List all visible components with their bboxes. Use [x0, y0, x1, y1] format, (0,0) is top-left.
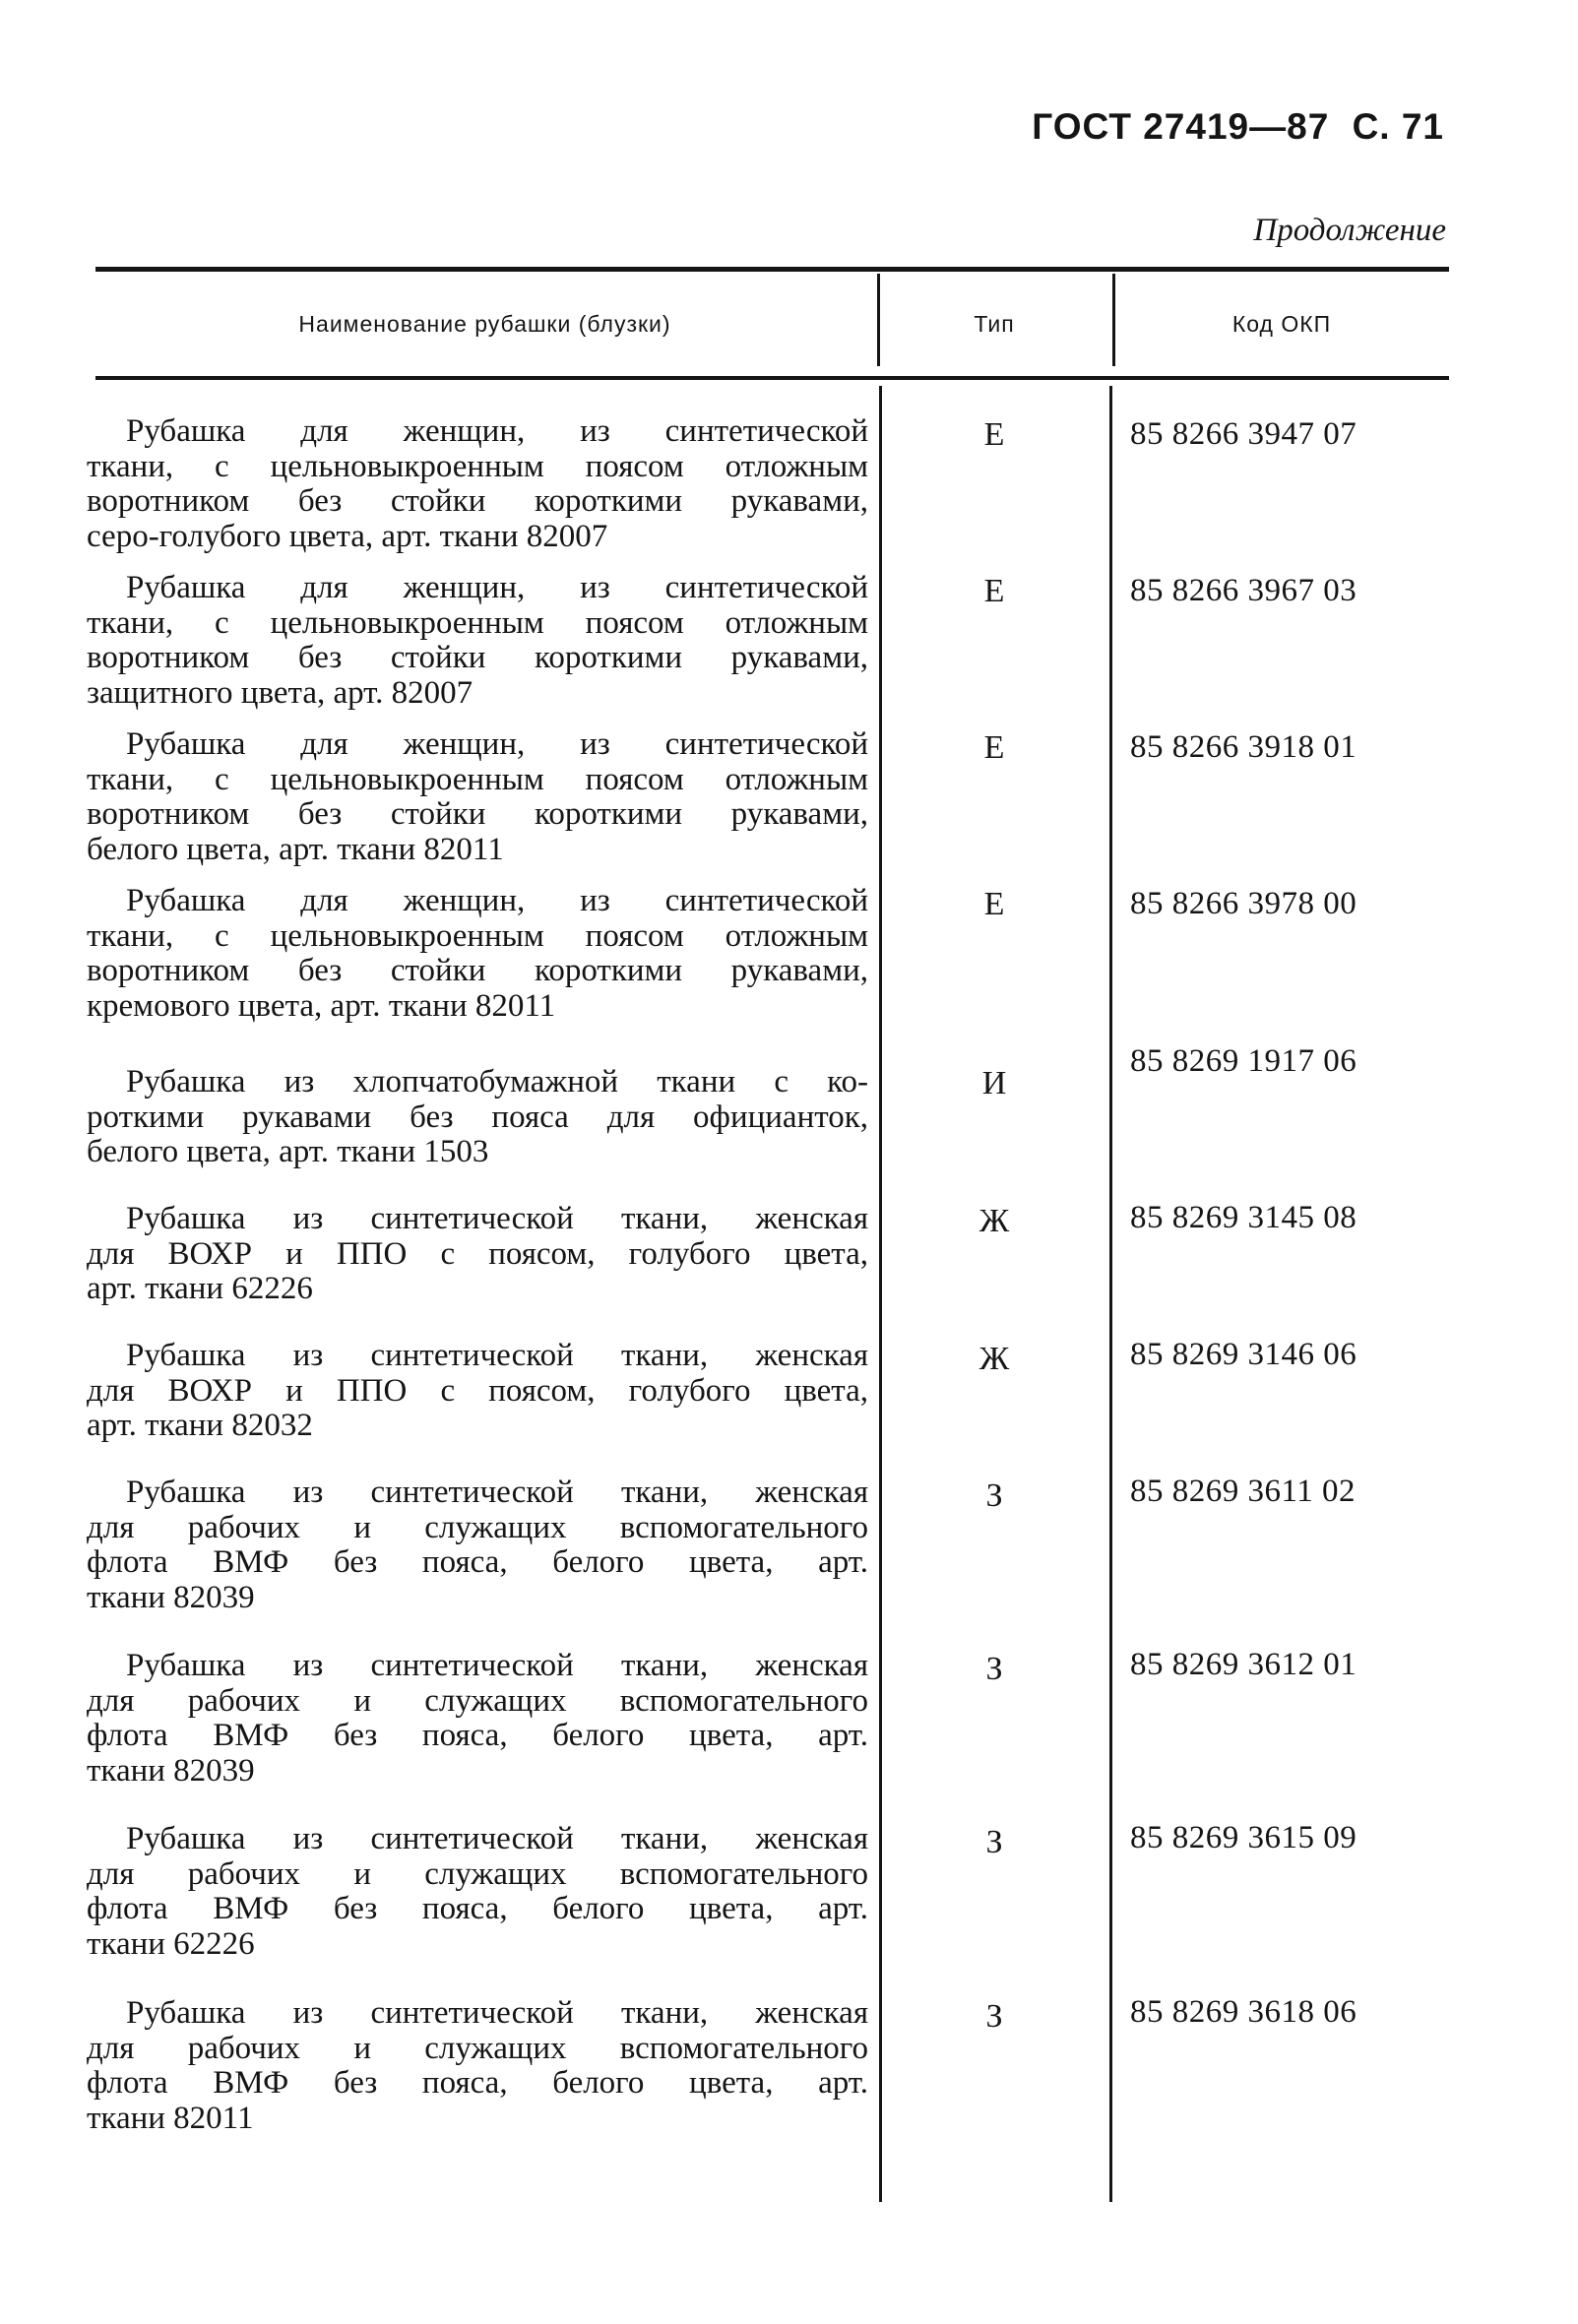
description-line: ткани, с цельновыкроенным поясом отложным	[87, 918, 868, 954]
description-line: Рубашка для женщин, из синтетической	[126, 571, 868, 605]
row-code: 85 8269 3145 08	[1130, 1200, 1357, 1235]
table-top-rule	[95, 267, 1449, 272]
description-line: серо-голубого цвета, арт. ткани 82007	[87, 519, 608, 554]
row-code: 85 8266 3947 07	[1130, 416, 1357, 452]
description-line: флота ВМФ без пояса, белого цвета, арт.	[87, 1892, 868, 1926]
standard-number: ГОСТ 27419—87	[1032, 106, 1330, 147]
description-line: Рубашка для женщин, из синтетической	[126, 727, 868, 762]
column-header-name: Наименование рубашки (блузки)	[298, 311, 671, 337]
description-line: воротником без стойки короткими рукавами,	[87, 797, 868, 832]
table-header-rule	[95, 376, 1449, 380]
row-type: З	[985, 1998, 1003, 2035]
description-line: ткани, с цельновыкроенным поясом отложным	[87, 762, 868, 797]
row-description	[87, 1996, 868, 2136]
description-line: белого цвета, арт. ткани 82011	[87, 832, 504, 867]
description-line: для рабочих и служащих вспомогательного	[87, 1856, 868, 1892]
row-description	[87, 1476, 868, 1615]
row-description	[87, 414, 868, 554]
row-code: 85 8269 3611 02	[1130, 1474, 1357, 1509]
column-divider-header	[877, 274, 880, 366]
description-line: воротником без стойки короткими рукавами,	[87, 641, 868, 675]
row-code: 85 8269 3612 01	[1130, 1647, 1357, 1682]
description-line: ткани, с цельновыкроенным поясом отложным	[87, 449, 868, 484]
row-type: Ж	[978, 1203, 1010, 1239]
column-divider	[1109, 386, 1112, 2202]
description-line: Рубашка из синтетической ткани, женская	[126, 1476, 868, 1510]
row-type: З	[985, 1477, 1003, 1514]
description-line: для рабочих и служащих вспомогательного	[87, 2031, 868, 2066]
row-type: З	[985, 1651, 1003, 1687]
description-line: воротником без стойки короткими рукавами,	[87, 954, 868, 988]
description-line: флота ВМФ без пояса, белого цвета, арт.	[87, 2066, 868, 2101]
description-line: воротником без стойки короткими рукавами,	[87, 484, 868, 519]
row-code: 85 8266 3918 01	[1130, 729, 1357, 765]
row-code: 85 8269 1917 06	[1130, 1043, 1357, 1079]
row-type: И	[981, 1065, 1007, 1101]
row-type: З	[985, 1824, 1003, 1860]
description-line: для ВОХР и ППО с поясом, голубого цвета,	[87, 1236, 868, 1272]
row-description	[87, 1065, 868, 1170]
row-description	[87, 727, 868, 867]
description-line: ткани, с цельновыкроенным поясом отложным	[87, 605, 868, 641]
description-line: Рубашка из хлопчатобумажной ткани с ко-	[126, 1065, 868, 1099]
column-header-type: Тип	[974, 311, 1015, 337]
description-line: Рубашка из синтетической ткани, женская	[126, 1649, 868, 1683]
row-code: 85 8269 3146 06	[1130, 1337, 1357, 1372]
row-code: 85 8266 3978 00	[1130, 886, 1357, 921]
description-line: ткани 82039	[87, 1753, 255, 1789]
description-line: ткани 82039	[87, 1580, 255, 1615]
continuation-label: Продолжение	[1253, 213, 1446, 248]
description-line: флота ВМФ без пояса, белого цвета, арт.	[87, 1719, 868, 1753]
row-type: Е	[983, 729, 1005, 766]
description-line: ткани 62226	[87, 1926, 255, 1962]
row-code: 85 8269 3618 06	[1130, 1994, 1357, 2030]
description-line: Рубашка из синтетической ткани, женская	[126, 1822, 868, 1856]
description-line: Рубашка из синтетической ткани, женская	[126, 1339, 868, 1373]
description-line: для рабочих и служащих вспомогательного	[87, 1510, 868, 1545]
column-header-code: Код ОКП	[1231, 311, 1332, 337]
page-header	[1020, 106, 1444, 148]
description-line: ткани 82011	[87, 2101, 254, 2136]
row-type: Е	[983, 886, 1005, 922]
description-line: для ВОХР и ППО с поясом, голубого цвета,	[87, 1373, 868, 1409]
description-line: белого цвета, арт. ткани 1503	[87, 1135, 489, 1169]
description-line: Рубашка из синтетической ткани, женская	[126, 1202, 868, 1236]
page-number: С. 71	[1352, 106, 1444, 147]
column-divider	[879, 386, 882, 2202]
row-description	[87, 1649, 868, 1789]
description-line: флота ВМФ без пояса, белого цвета, арт.	[87, 1545, 868, 1580]
row-code: 85 8269 3615 09	[1130, 1820, 1357, 1855]
row-type: Е	[983, 573, 1005, 609]
row-type: Е	[983, 416, 1005, 453]
description-line: арт. ткани 62226	[87, 1272, 313, 1306]
description-line: защитного цвета, арт. 82007	[87, 675, 473, 711]
description-line: кремового цвета, арт. ткани 82011	[87, 988, 556, 1024]
description-line: Рубашка для женщин, из синтетической	[126, 884, 868, 918]
row-type: Ж	[978, 1341, 1010, 1377]
row-description	[87, 571, 868, 711]
row-description	[87, 1339, 868, 1444]
description-line: роткими рукавами без пояса для официанток,	[87, 1099, 868, 1135]
description-line: для рабочих и служащих вспомогательного	[87, 1683, 868, 1719]
description-line: Рубашка для женщин, из синтетической	[126, 414, 868, 449]
description-line: арт. ткани 82032	[87, 1409, 313, 1443]
row-description	[87, 1822, 868, 1962]
description-line: Рубашка из синтетической ткани, женская	[126, 1996, 868, 2031]
row-description	[87, 884, 868, 1024]
row-description	[87, 1202, 868, 1307]
row-code: 85 8266 3967 03	[1130, 573, 1357, 608]
